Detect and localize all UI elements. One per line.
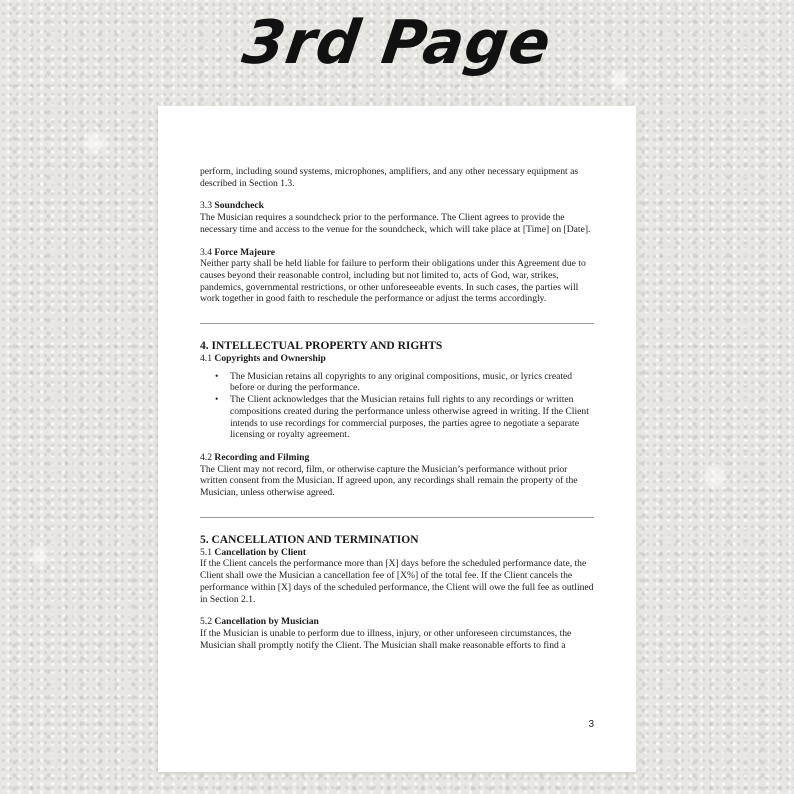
banner-title: 3rd Page bbox=[238, 8, 556, 78]
intro-paragraph: perform, including sound systems, microphones, amplifiers, and any other necessary equipment as described in Section 1.3. bbox=[200, 166, 579, 189]
section-3-4-body: Neither party shall be held liable for failure to perform their obligations under this Agreement due to causes beyond their reasonable control, including but not limited to, acts of God, war, strikes, pandemics, governmental restrictions, or other unforeseeable events. In such cases, the parties will work together in good faith to reschedule the performance or adjust the terms accordingly. bbox=[200, 258, 586, 305]
section-3-4-heading bbox=[200, 247, 594, 259]
section-4-2-body: The Client may not record, film, or otherwise capture the Musician’s performance without prior written consent from the Musician. If agreed upon, any recordings shall remain the property of the Musician, unless otherwise agreed. bbox=[200, 463, 578, 499]
section-4-2-heading bbox=[200, 452, 594, 464]
section-4-1-number: 4.1 bbox=[200, 353, 212, 365]
list-item: • The Client acknowledges that the Musician retains full rights to any recordings or written compositions created during the performance unless otherwise agreed in writing. If the Client intends to use recordings for commercial purposes, the parties agree to negotiate a separate licensing or royalty agreement. bbox=[230, 394, 594, 441]
section-4-2-number: 4.2 bbox=[200, 451, 212, 463]
section-3-3-heading bbox=[200, 200, 594, 212]
section-5-2-heading bbox=[200, 616, 594, 628]
section-3-4-number: 3.4 bbox=[200, 246, 212, 258]
section-4-1-bullet-list bbox=[200, 371, 594, 441]
section-5-2-title: Cancellation by Musician bbox=[214, 616, 319, 628]
section-4-2-title: Recording and Filming bbox=[214, 451, 310, 463]
section-5-2-number: 5.2 bbox=[200, 616, 212, 628]
section-5-1-body: If the Client cancels the performance more than [X] days before the scheduled performance date, the Client shall owe the Musician a cancellation fee of [X%] of the total fee. If the Client cancels the performance within [X] days of the scheduled performance, the Client will owe the full fee as outlined in Section 2.1. bbox=[200, 558, 594, 605]
section-4-1-title: Copyrights and Ownership bbox=[214, 353, 326, 365]
document-content bbox=[200, 166, 594, 651]
section-5-1-number: 5.1 bbox=[200, 546, 212, 558]
section-4-title: 4. INTELLECTUAL PROPERTY AND RIGHTS bbox=[200, 340, 443, 353]
page-number: 3 bbox=[588, 719, 594, 730]
section-3-3-title: Soundcheck bbox=[214, 200, 264, 212]
list-item: • The Musician retains all copyrights to any original compositions, music, or lyrics created before or during the performance. bbox=[230, 371, 594, 394]
section-3-3-number: 3.3 bbox=[200, 200, 212, 212]
section-3-4-title: Force Majeure bbox=[214, 246, 276, 258]
section-5-1-heading bbox=[200, 547, 594, 559]
section-5-1-title: Cancellation by Client bbox=[214, 546, 307, 558]
section-4-1-heading bbox=[200, 353, 594, 365]
section-5-2-body: If the Musician is unable to perform due to illness, injury, or other unforeseen circumstances, the Musician shall promptly notify the Client. The Musician shall make reasonable efforts to find a bbox=[200, 627, 572, 651]
section-divider bbox=[200, 323, 594, 324]
section-3-3-body: The Musician requires a soundcheck prior to the performance. The Client agrees to provide the necessary time and access to the venue for the soundcheck, which will take place at [Time] on [Date]. bbox=[200, 212, 591, 235]
section-5-title: 5. CANCELLATION AND TERMINATION bbox=[200, 533, 419, 546]
document-page bbox=[158, 106, 636, 772]
section-divider bbox=[200, 517, 594, 518]
